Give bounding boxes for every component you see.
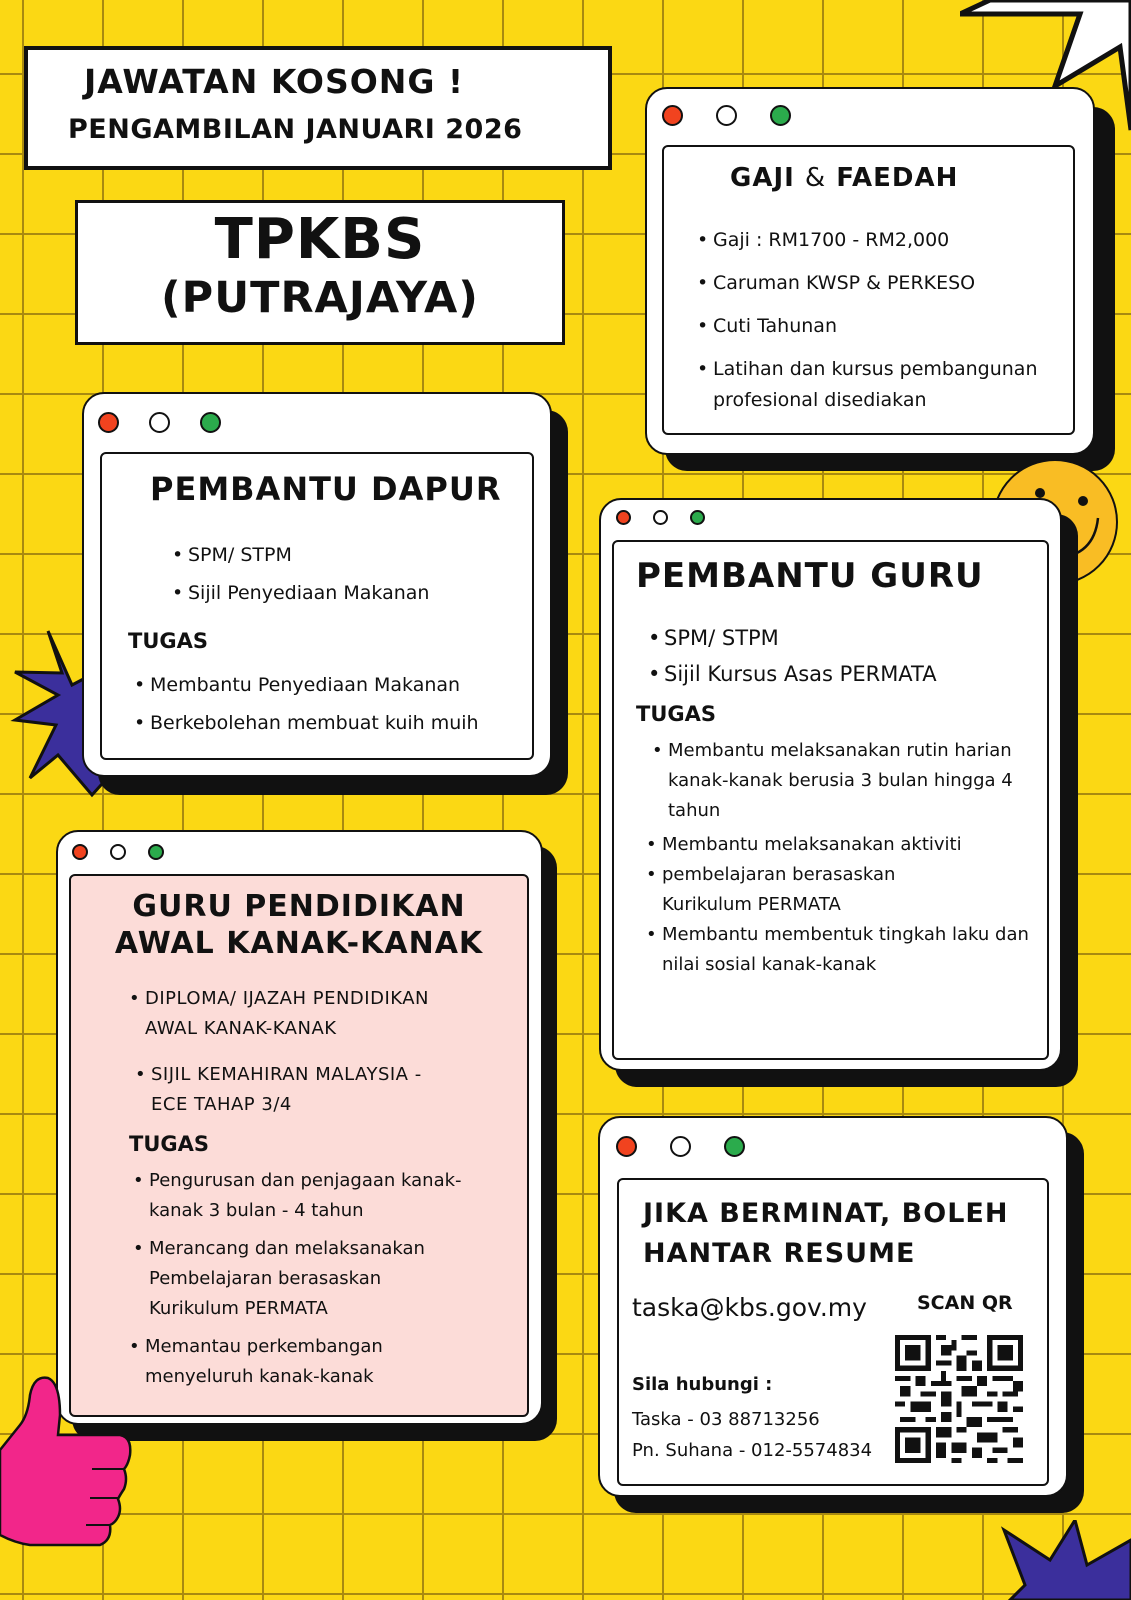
list-item: • Membantu Penyediaan Makanan [134, 666, 479, 704]
requirements-list [648, 620, 937, 692]
duties-heading: TUGAS [128, 629, 208, 653]
list-item: • Pengurusan dan penjagaan kanak-kanak 3 bulan - 4 tahun [133, 1166, 493, 1226]
list-item: • Sijil Penyediaan Makanan [172, 574, 429, 612]
header-subtitle: PENGAMBILAN JANUARI 2026 [68, 114, 523, 145]
window-controls [662, 105, 791, 126]
list-item: • Latihan dan kursus pembangunan profesional disediakan [697, 354, 1072, 416]
minimize-dot-icon [110, 844, 126, 860]
close-dot-icon [616, 510, 631, 525]
job-title: PEMBANTU GURU [636, 556, 984, 596]
list-item: • Merancang dan melaksanakan Pembelajaran berasaskan Kurikulum PERMATA [133, 1234, 453, 1324]
window-controls [616, 1136, 745, 1157]
list-item: • Gaji : RM1700 - RM2,000 [697, 225, 1072, 256]
job-title: GURU PENDIDIKAN AWAL KANAK-KANAK [114, 889, 484, 961]
header-title: JAWATAN KOSONG ! [84, 62, 465, 101]
qr-code[interactable] [895, 1335, 1023, 1463]
list-item: • Membantu membentuk tingkah laku dan nilai sosial kanak-kanak [646, 920, 1036, 980]
pembantu-dapur-card [82, 392, 552, 777]
list-item: • Memantau perkembangan menyeluruh kanak-kanak [129, 1332, 409, 1392]
window-controls [616, 510, 705, 525]
close-dot-icon [98, 412, 119, 433]
pembantu-guru-card [599, 498, 1062, 1071]
list-item: • DIPLOMA/ IJAZAH PENDIDIKAN AWAL KANAK-KANAK [129, 984, 474, 1044]
contact-heading: JIKA BERMINAT, BOLEH HANTAR RESUME [643, 1198, 1009, 1269]
duties-list [134, 666, 479, 742]
window-controls [72, 844, 164, 860]
organization-name: TPKBS [214, 207, 426, 272]
benefits-list [697, 225, 1072, 416]
requirements-list [172, 536, 429, 612]
maximize-dot-icon [724, 1136, 745, 1157]
duties-list [646, 736, 1036, 980]
list-item: • pembelajaran berasaskan Kurikulum PERMATA [646, 860, 896, 920]
list-item: • Caruman KWSP & PERKESO [697, 268, 1072, 299]
close-dot-icon [72, 844, 88, 860]
list-item: • Membantu melaksanakan aktiviti [646, 830, 1036, 860]
maximize-dot-icon [200, 412, 221, 433]
list-item: • SIJIL KEMAHIRAN MALAYSIA - ECE TAHAP 3/4 [135, 1060, 455, 1120]
window-controls [98, 412, 221, 433]
requirements-list [129, 984, 474, 1120]
phone-taska: Taska - 03 88713256 [632, 1409, 820, 1430]
maximize-dot-icon [770, 105, 791, 126]
starburst-icon [990, 1520, 1131, 1600]
organization-banner [75, 200, 565, 345]
email-link[interactable]: taska@kbs.gov.my [632, 1293, 867, 1322]
maximize-dot-icon [148, 844, 164, 860]
minimize-dot-icon [149, 412, 170, 433]
contact-card [598, 1116, 1068, 1497]
organization-location: (PUTRAJAYA) [161, 273, 479, 323]
benefits-card [645, 87, 1095, 455]
duties-heading: TUGAS [129, 1132, 209, 1156]
guru-pendidikan-card [56, 830, 543, 1425]
call-label: Sila hubungi : [632, 1374, 773, 1395]
list-item: • SPM/ STPM [648, 620, 937, 656]
duties-heading: TUGAS [636, 702, 716, 726]
benefits-title: GAJI & FAEDAH [730, 163, 959, 193]
list-item: • Sijil Kursus Asas PERMATA [648, 656, 937, 692]
phone-suhana: Pn. Suhana - 012-5574834 [632, 1440, 873, 1461]
job-title: PEMBANTU DAPUR [150, 470, 502, 508]
list-item: • Berkebolehan membuat kuih muih [134, 704, 479, 742]
minimize-dot-icon [716, 105, 737, 126]
list-item: • Cuti Tahunan [697, 311, 1072, 342]
header-banner [24, 46, 612, 170]
minimize-dot-icon [670, 1136, 691, 1157]
close-dot-icon [616, 1136, 637, 1157]
qr-label: SCAN QR [917, 1292, 1013, 1314]
maximize-dot-icon [690, 510, 705, 525]
close-dot-icon [662, 105, 683, 126]
minimize-dot-icon [653, 510, 668, 525]
list-item: • Membantu melaksanakan rutin harian kanak-kanak berusia 3 bulan hingga 4 tahun [652, 736, 1036, 826]
duties-list [133, 1166, 493, 1392]
list-item: • SPM/ STPM [172, 536, 429, 574]
